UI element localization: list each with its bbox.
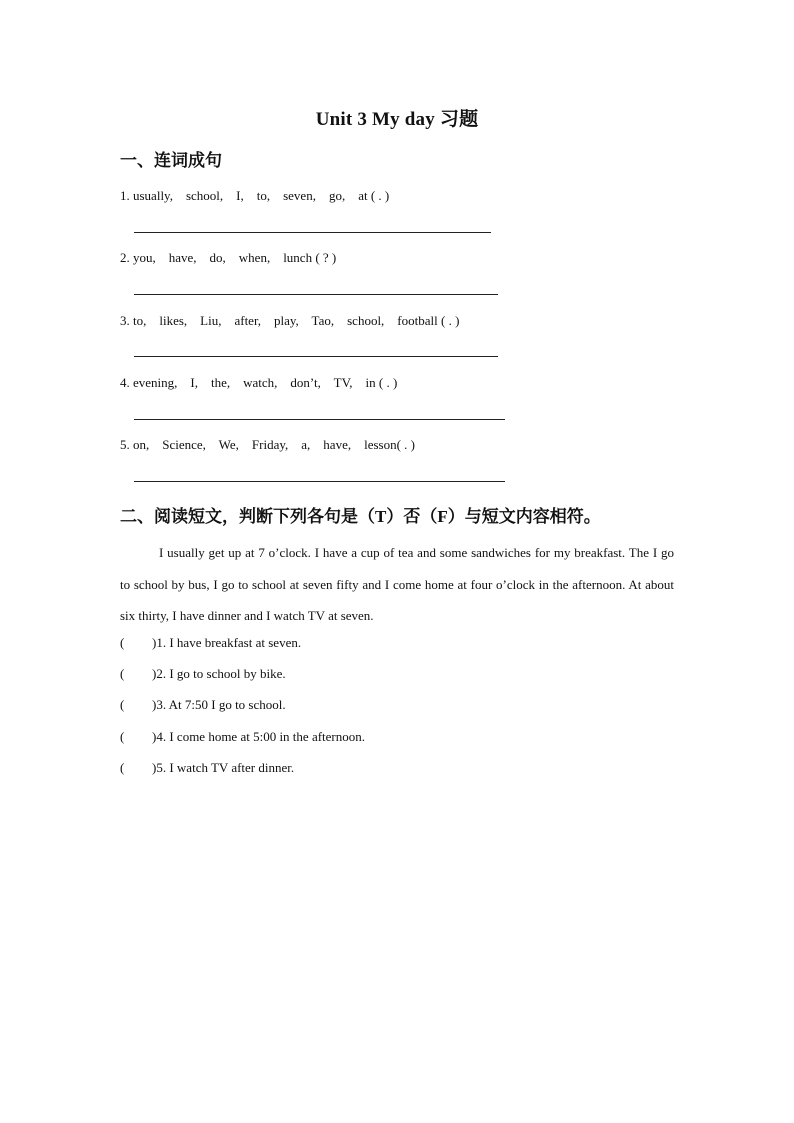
page-title: Unit 3 My day 习题 — [315, 109, 479, 130]
tf-statement: 4. I come home at 5:00 in the afternoon. — [156, 729, 366, 744]
answer-blank-3[interactable]: ( — [120, 697, 125, 712]
tf-statement: 2. I go to school by bike. — [156, 666, 286, 681]
answer-blank-5[interactable]: ( — [120, 760, 125, 775]
tf-statement: 5. I watch TV after dinner. — [156, 760, 295, 775]
answer-line-4[interactable] — [134, 419, 505, 420]
question-5: 5. on, Science, We, Friday, a, have, lesson( . ) — [120, 437, 416, 452]
answer-blank-2[interactable]: ( — [120, 666, 125, 681]
tf-item-5 — [120, 760, 294, 776]
question-1: 1. usually, school, I, to, seven, go, at ( . ) — [120, 188, 390, 203]
tf-item-2 — [120, 666, 286, 682]
answer-line-5[interactable] — [134, 481, 505, 482]
answer-line-1[interactable] — [134, 232, 491, 233]
section-1-heading: 一、连词成句 — [120, 151, 222, 170]
answer-blank-close: ) — [152, 635, 157, 650]
answer-blank-close: ) — [152, 666, 157, 681]
answer-blank-close: ) — [152, 760, 157, 775]
tf-item-3 — [120, 697, 286, 713]
answer-line-3[interactable] — [134, 356, 498, 357]
answer-blank-1[interactable]: ( — [120, 635, 125, 650]
answer-blank-close: ) — [152, 697, 157, 712]
answer-line-2[interactable] — [134, 294, 498, 295]
tf-item-1 — [120, 635, 301, 651]
tf-statement: 1. I have breakfast at seven. — [156, 635, 302, 650]
section-2-heading: 二、阅读短文，判断下列各句是（T）否（F）与短文内容相符。 — [120, 507, 601, 526]
answer-blank-close: ) — [152, 729, 157, 744]
question-2: 2. you, have, do, when, lunch ( ? ) — [120, 250, 337, 265]
tf-statement: 3. At 7:50 I go to school. — [156, 697, 286, 712]
tf-item-4 — [120, 729, 365, 745]
reading-passage: I usually get up at 7 o’clock. I have a cup of tea and some sandwiches for my breakfast. The I go to school by bus, I go to school at seven fifty and I come home at four o’clock in the afternoon. At about six thirty, I have dinner and I watch TV at seven. — [120, 545, 674, 623]
question-4: 4. evening, I, the, watch, don’t, TV, in ( . ) — [120, 375, 398, 390]
question-3: 3. to, likes, Liu, after, play, Tao, school, football ( . ) — [120, 313, 460, 328]
answer-blank-4[interactable]: ( — [120, 729, 125, 744]
